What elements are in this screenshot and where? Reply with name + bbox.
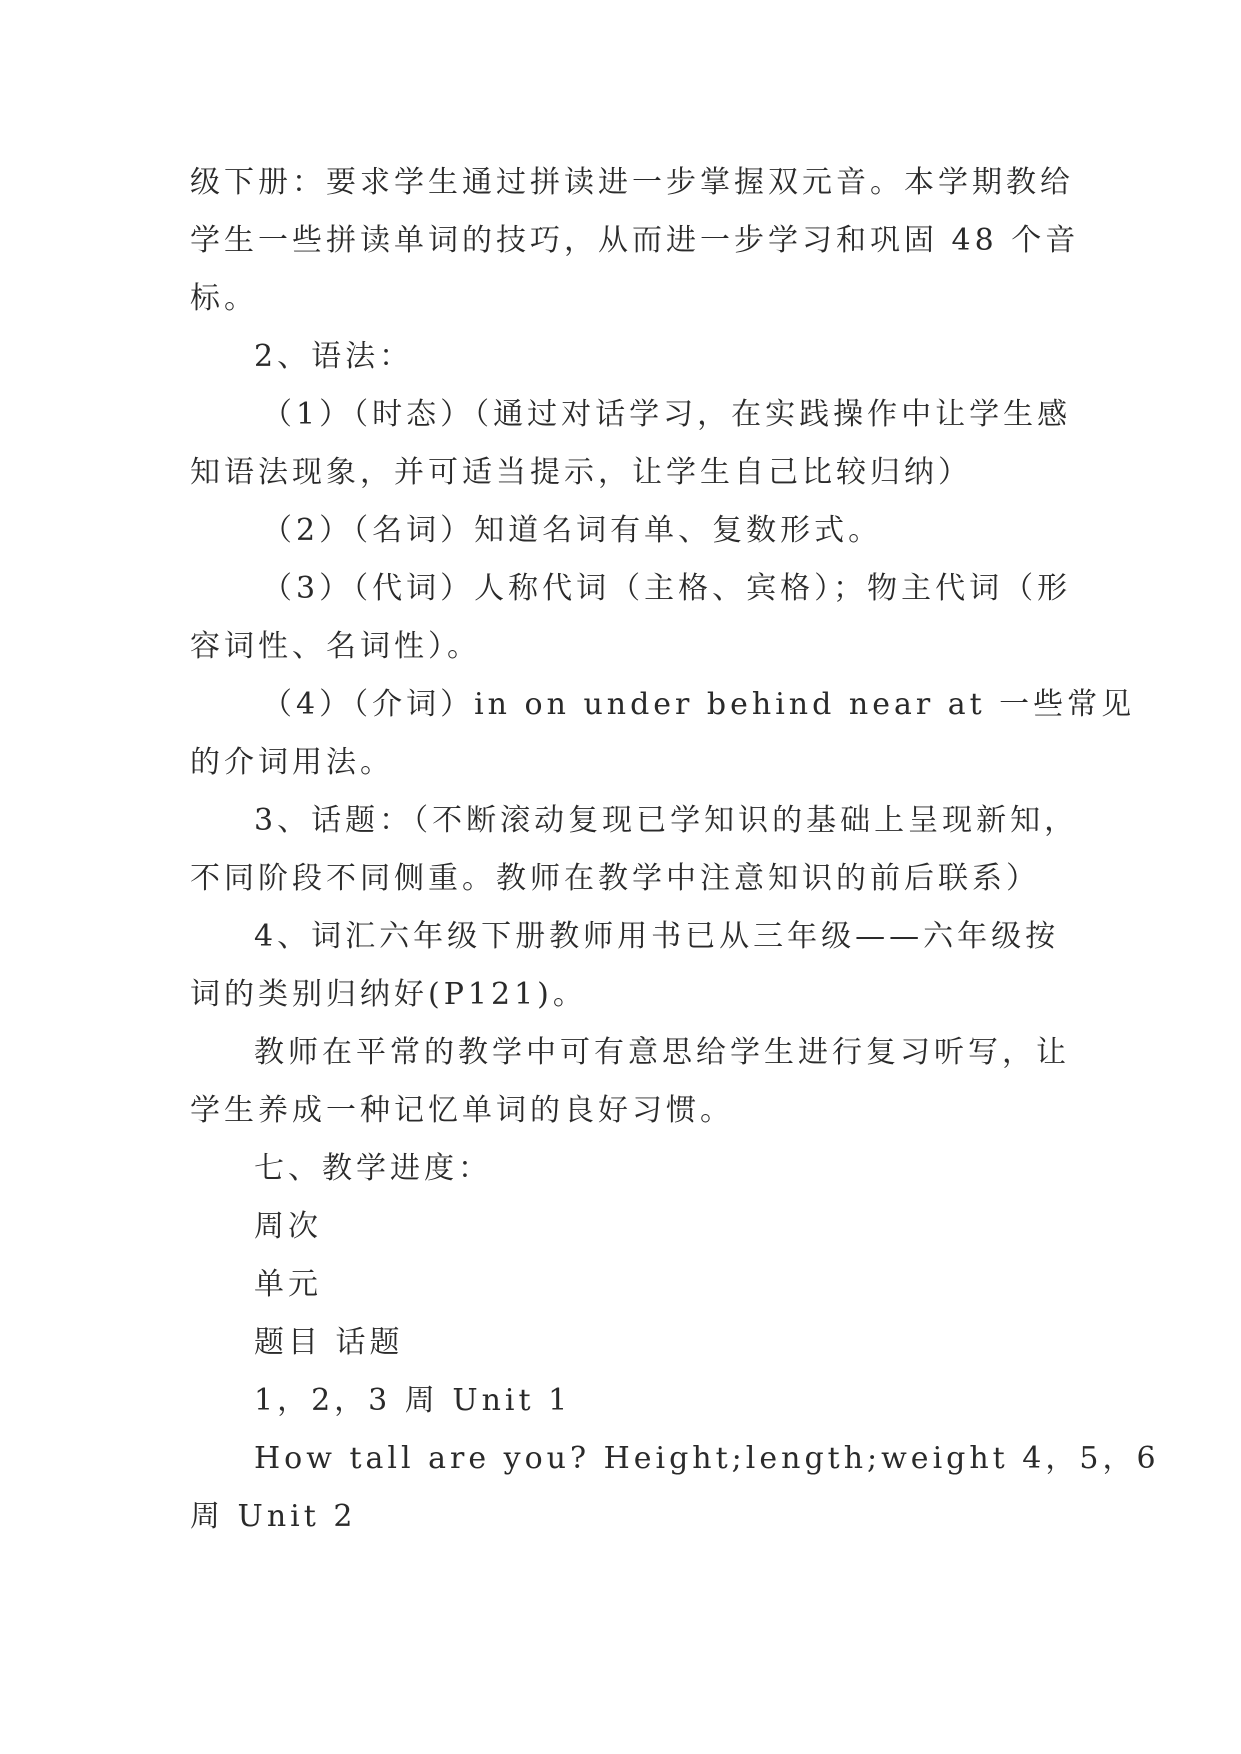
text-line: 级下册：要求学生通过拼读进一步掌握双元音。本学期教给 (190, 165, 1074, 200)
text-line: 的介词用法。 (190, 745, 394, 780)
text-line: （4）（介词）in on under behind near at 一些常见 (262, 687, 1136, 722)
text-line: 词的类别归纳好(P121)。 (190, 977, 587, 1012)
section-heading-topic: 3、话题：（不断滚动复现已学知识的基础上呈现新知， (254, 803, 1079, 838)
text-line: 知语法现象，并可适当提示，让学生自己比较归纳） (190, 455, 972, 490)
text-line: 教师在平常的教学中可有意思给学生进行复习听写，让 (254, 1035, 1070, 1070)
text-line: 容词性、名词性）。 (190, 629, 481, 664)
text-line: 学生养成一种记忆单词的良好习惯。 (190, 1093, 734, 1128)
section-heading-grammar: 2、语法： (254, 339, 414, 374)
text-line: （3）（代词）人称代词（主格、宾格）；物主代词（形 (262, 571, 1072, 606)
text-line: 单元 (254, 1267, 322, 1302)
text-line: 不同阶段不同侧重。教师在教学中注意知识的前后联系） (190, 861, 1040, 896)
text-line: 周次 (254, 1209, 322, 1244)
section-heading-vocabulary: 4、词汇六年级下册教师用书已从三年级——六年级按 (254, 919, 1060, 954)
text-line: 标。 (190, 281, 258, 316)
section-heading-schedule: 七、教学进度： (254, 1151, 492, 1186)
text-line: 题目 话题 (254, 1325, 404, 1360)
text-line: （1）（时态）（通过对话学习，在实践操作中让学生感 (262, 397, 1072, 432)
document-body (190, 154, 1160, 1546)
text-line: 学生一些拼读单词的技巧，从而进一步学习和巩固 48 个音 (190, 223, 1080, 258)
text-line: How tall are you? Height;length;weight 4，5，6 (254, 1441, 1160, 1476)
text-line: 周 Unit 2 (190, 1499, 357, 1534)
text-line: （2）（名词）知道名词有单、复数形式。 (262, 513, 883, 548)
text-line: 1，2，3 周 Unit 1 (254, 1383, 572, 1418)
